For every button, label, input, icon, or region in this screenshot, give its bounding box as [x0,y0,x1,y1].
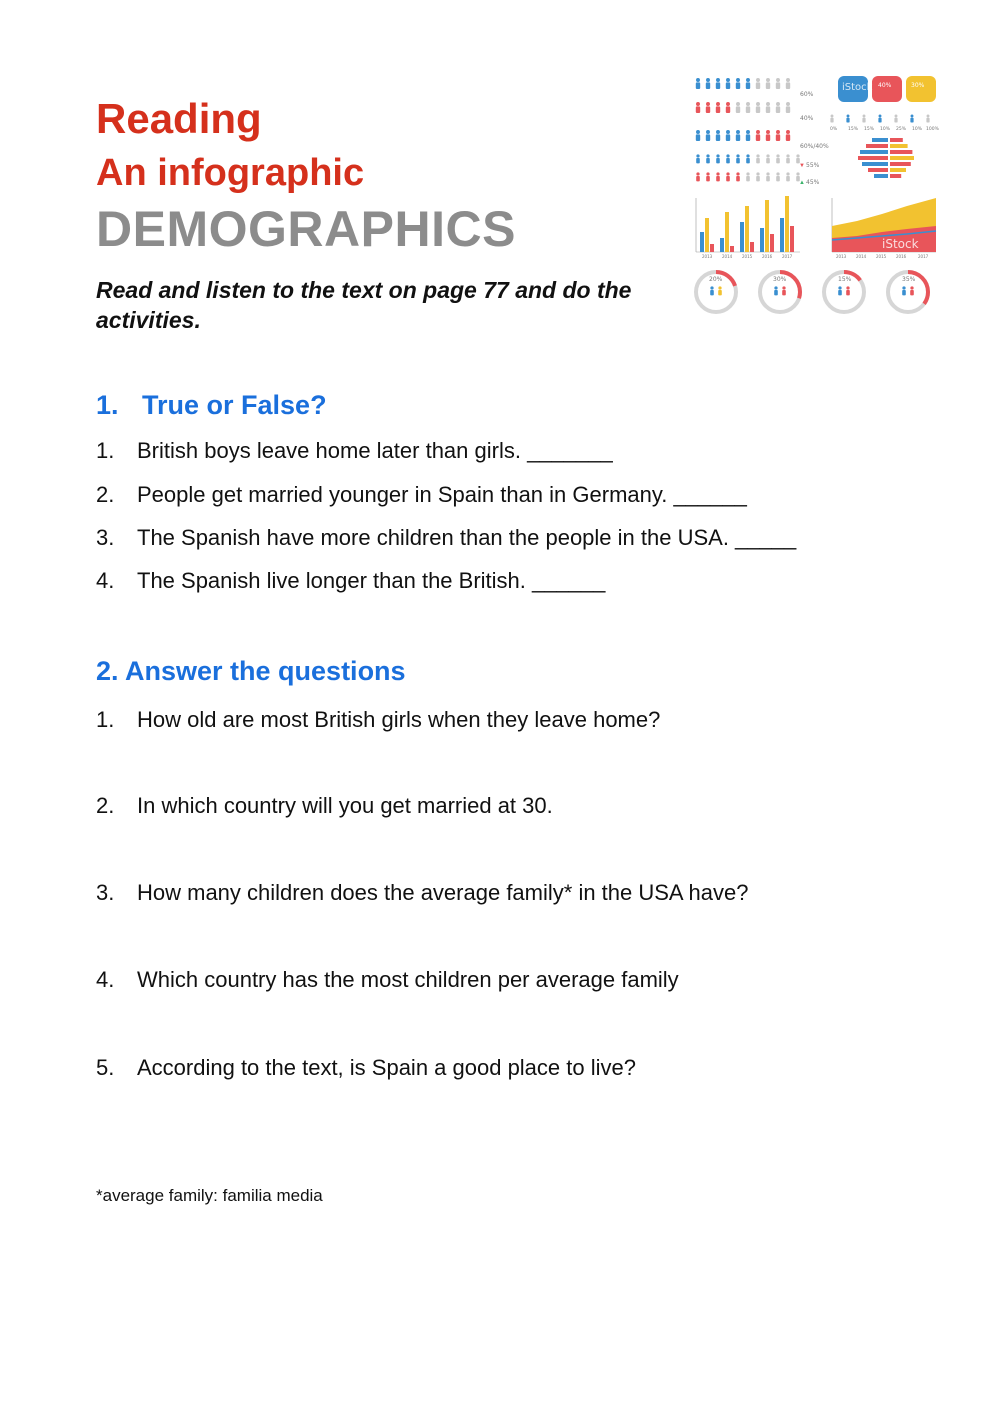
mini-stat: 10% [912,127,923,132]
list-item [96,484,747,506]
person-icon [696,130,700,141]
pyramid-bar-right [890,138,903,142]
mini-stat: 0% [830,127,838,132]
person-icon [696,172,700,181]
intro-instructions: Read and listen to the text on page 77 and do the activities. [96,277,632,333]
row-label: 60%/40% [800,143,829,150]
person-icon [706,102,710,113]
list-item [96,709,660,731]
pyramid-bar-right [890,144,908,148]
demographics-infographic-image [682,66,944,322]
year-label: 2015 [876,254,887,259]
person-icon [706,130,710,141]
bar-blue [760,228,764,252]
ring-label: 15% [838,276,852,283]
year-label: 2014 [856,254,867,259]
person-icon [726,172,730,181]
person-icon [926,115,929,123]
person-icon [786,172,790,181]
people-icon-rows [696,78,800,181]
year-label: 2017 [918,254,929,259]
person-icon [718,286,722,295]
bar-yellow [765,200,769,252]
bar-yellow [785,196,789,252]
footnote: *average family: familia media [96,1186,323,1205]
stat-cards [830,76,940,178]
mini-stat: 100% [926,127,939,132]
person-icon [782,286,786,295]
item-text: British boys leave home later than girls. _______ [137,438,613,463]
bar-yellow [705,218,709,252]
bar-red [750,242,754,252]
row-label: 45% [806,179,820,186]
person-icon [910,115,913,123]
section-1-number: 1. [96,390,119,420]
person-icon [766,78,770,89]
year-label: 2017 [782,254,793,259]
person-icon [726,154,730,163]
person-icon [746,172,750,181]
list-item [96,882,748,904]
person-icon [716,102,720,113]
item-text: The Spanish have more children than the people in the USA. _____ [137,525,797,550]
row-label: 60% [800,91,814,98]
person-icon [716,130,720,141]
mini-stat: 15% [848,127,859,132]
year-label: 2014 [722,254,733,259]
title-demographics: DEMOGRAPHICS [96,201,516,257]
person-icon [716,154,720,163]
pyramid-bar-right [890,156,914,160]
section-2-heading: 2. Answer the questions [96,656,406,686]
item-text: Which country has the most children per average family [137,967,679,992]
item-number: 3. [96,880,115,905]
row-label: 55% [806,162,820,169]
pyramid-bar-right [890,150,912,154]
item-text: People get married younger in Spain than in Germany. ______ [137,482,747,507]
person-icon [910,286,914,295]
section-1-heading [96,392,327,419]
list-item [96,969,679,991]
person-icon [776,130,780,141]
pyramid-bar-left [860,150,888,154]
bar-red [790,226,794,252]
person-icon [878,115,881,123]
people-row-labels [799,91,829,186]
mini-stat: 15% [864,127,875,132]
pyramid-bar-right [890,168,906,172]
list-item [96,527,796,549]
person-icon [776,154,780,163]
mini-stat: 25% [896,127,907,132]
item-number: 4. [96,967,115,992]
title-reading: Reading [96,95,262,142]
row-label: 40% [800,115,814,122]
person-icon [726,102,730,113]
person-icon [786,78,790,89]
person-icon [726,78,730,89]
stat-card-red [872,76,902,102]
item-text: How old are most British girls when they leave home? [137,707,661,732]
pyramid-bar-left [858,156,888,160]
person-icon [746,154,750,163]
person-icon [696,154,700,163]
ring-label: 35% [902,276,916,283]
person-icon [776,78,780,89]
bar-blue [700,232,704,252]
item-text: According to the text, is Spain a good place to live? [137,1055,636,1080]
person-icon [736,78,740,89]
person-icon [736,102,740,113]
item-text: In which country will you get married at 30. [137,793,553,818]
person-icon [766,102,770,113]
person-icon [746,102,750,113]
bar-red [730,246,734,252]
person-icon [736,130,740,141]
down-arrow-icon: ▼ [799,163,805,169]
person-icon [706,154,710,163]
person-icon [776,102,780,113]
person-icon [710,286,714,295]
list-item [96,570,605,592]
pyramid-bar-left [866,144,888,148]
person-icon [766,130,770,141]
list-item [96,440,613,462]
mini-bar-chart [696,196,800,259]
percentage-rings [696,272,928,312]
person-icon [766,172,770,181]
stat-card-yellow [906,76,936,102]
bar-chart-year-labels [702,254,793,259]
mini-bar-chart-bars [700,196,794,252]
istock-watermark: iStock [842,82,873,93]
bar-yellow [725,212,729,252]
person-icon [716,78,720,89]
person-icon [756,102,760,113]
bar-red [770,234,774,252]
bar-blue [720,238,724,252]
bar-yellow [745,206,749,252]
bar-blue [740,222,744,252]
pyramid-bar-left [862,162,888,166]
item-number: 5. [96,1055,115,1080]
bar-blue [780,218,784,252]
person-icon [756,130,760,141]
year-label: 2015 [742,254,753,259]
person-icon [746,78,750,89]
ring-label: 30% [773,276,787,283]
up-arrow-icon: ▲ [799,180,805,186]
item-number: 2. [96,482,115,507]
istock-watermark: iStock [882,237,919,251]
person-icon [846,115,849,123]
year-label: 2013 [836,254,847,259]
year-label: 2013 [702,254,713,259]
person-icon [846,286,850,295]
item-number: 2. [96,793,115,818]
mini-stat-labels [830,126,940,132]
pyramid-bar-left [874,174,888,178]
person-icon [706,172,710,181]
person-icon [786,102,790,113]
population-pyramid-bars [858,138,914,178]
pyramid-bar-right [890,162,911,166]
person-icon [786,154,790,163]
person-icon [894,115,897,123]
person-icon [696,78,700,89]
item-text: How many children does the average family* in the USA have? [137,880,749,905]
person-icon [726,130,730,141]
person-icon [706,78,710,89]
mini-stat: 10% [880,127,891,132]
year-label: 2016 [896,254,907,259]
mini-area-chart [832,198,936,259]
item-number: 4. [96,568,115,593]
person-icon [862,115,865,123]
year-label: 2016 [762,254,773,259]
person-icon [716,172,720,181]
person-icon [736,154,740,163]
person-icon [756,154,760,163]
list-item [96,795,553,817]
item-number: 3. [96,525,115,550]
person-icon [746,130,750,141]
pyramid-bar-left [872,138,888,142]
person-icon [756,78,760,89]
bar-red [710,244,714,252]
person-icon [736,172,740,181]
person-icon [774,286,778,295]
title-infographic: An infographic [96,152,365,194]
list-item [96,1057,636,1079]
ring-labels [709,276,916,283]
person-icon [902,286,906,295]
item-text: The Spanish live longer than the British. ______ [137,568,606,593]
item-number: 1. [96,438,115,463]
person-icon [766,154,770,163]
person-icon [830,115,833,123]
pyramid-bar-right [890,174,901,178]
person-icon [838,286,842,295]
section-1-title: True or False? [142,390,327,420]
mini-figure-row [830,115,929,123]
area-chart-year-labels [836,254,929,259]
pyramid-bar-left [868,168,888,172]
person-icon [696,102,700,113]
person-icon [756,172,760,181]
person-icon [786,130,790,141]
card-value: 30% [911,82,925,89]
ring-label: 20% [709,276,723,283]
card-value: 40% [878,82,892,89]
person-icon [776,172,780,181]
item-number: 1. [96,707,115,732]
